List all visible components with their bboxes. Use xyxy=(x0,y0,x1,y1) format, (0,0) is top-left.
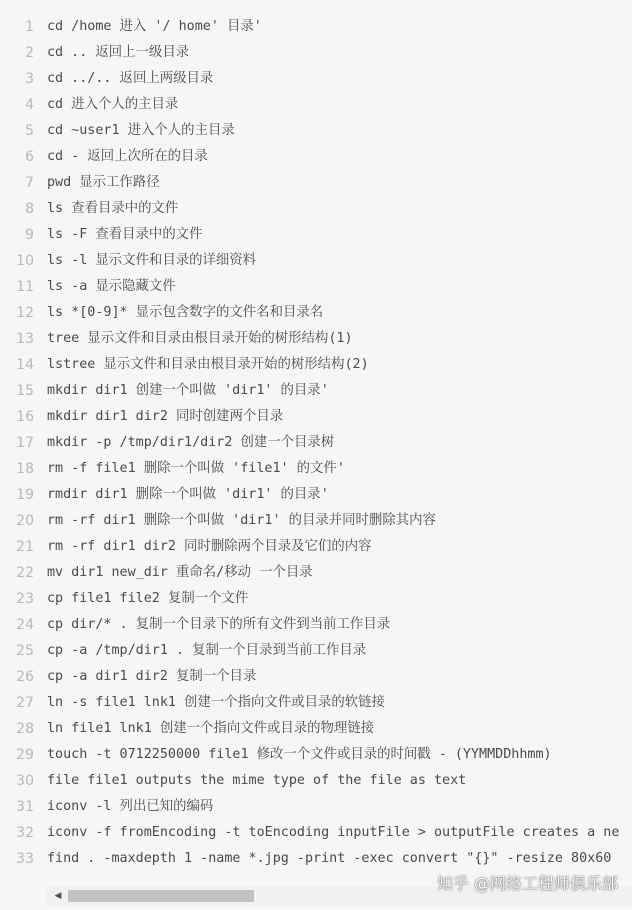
code-line xyxy=(0,794,632,820)
line-number: 2 xyxy=(25,45,34,61)
code-line xyxy=(0,456,632,482)
line-text: mkdir -p /tmp/dir1/dir2 创建一个目录树 xyxy=(47,435,335,450)
line-text: ls 查看目录中的文件 xyxy=(47,201,179,216)
line-number: 10 xyxy=(16,253,34,269)
line-text: mkdir dir1 创建一个叫做 'dir1' 的目录' xyxy=(47,383,329,398)
line-number: 5 xyxy=(25,123,34,139)
line-number: 8 xyxy=(25,201,34,217)
line-text: iconv -f fromEncoding -t toEncoding inputFile > outputFile creates a ne xyxy=(47,825,620,840)
line-number: 26 xyxy=(16,669,34,685)
line-number: 32 xyxy=(16,825,34,841)
code-line xyxy=(0,768,632,794)
line-text: cd .. 返回上一级目录 xyxy=(47,45,190,60)
code-line xyxy=(0,196,632,222)
code-line xyxy=(0,170,632,196)
code-line xyxy=(0,66,632,92)
line-text: ls -a 显示隐藏文件 xyxy=(47,279,176,294)
line-number: 30 xyxy=(16,773,34,789)
line-number: 24 xyxy=(16,617,34,633)
line-text: iconv -l 列出已知的编码 xyxy=(47,799,214,814)
code-line xyxy=(0,820,632,846)
line-number: 20 xyxy=(16,513,34,529)
line-text: rm -rf dir1 dir2 同时删除两个目录及它们的内容 xyxy=(47,539,372,554)
line-number: 19 xyxy=(16,487,34,503)
code-line xyxy=(0,222,632,248)
line-number: 16 xyxy=(16,409,34,425)
code-line xyxy=(0,326,632,352)
code-line xyxy=(0,274,632,300)
line-text: ls -F 查看目录中的文件 xyxy=(47,227,203,242)
line-number: 12 xyxy=(16,305,34,321)
line-number: 31 xyxy=(16,799,34,815)
line-text: ln file1 lnk1 创建一个指向文件或目录的物理链接 xyxy=(47,721,375,736)
code-line xyxy=(0,482,632,508)
line-number: 23 xyxy=(16,591,34,607)
line-text: find . -maxdepth 1 -name *.jpg -print -exec convert "{}" -resize 80x60 xyxy=(47,851,612,866)
code-line xyxy=(0,248,632,274)
code-line xyxy=(0,378,632,404)
line-text: rm -f file1 删除一个叫做 'file1' 的文件' xyxy=(47,461,345,476)
line-number: 14 xyxy=(16,357,34,373)
scroll-left-arrow-icon[interactable]: ◀ xyxy=(54,891,62,901)
line-number: 33 xyxy=(16,851,34,867)
line-number: 6 xyxy=(25,149,34,165)
scrollbar-thumb[interactable] xyxy=(68,890,254,902)
code-line xyxy=(0,430,632,456)
line-text: cd 进入个人的主目录 xyxy=(47,97,179,112)
line-number: 29 xyxy=(16,747,34,763)
line-text: ln -s file1 lnk1 创建一个指向文件或目录的软链接 xyxy=(47,695,385,710)
line-number: 22 xyxy=(16,565,34,581)
line-text: cp -a /tmp/dir1 . 复制一个目录到当前工作目录 xyxy=(47,643,367,658)
line-text: cd /home 进入 '/ home' 目录' xyxy=(47,19,262,34)
line-number: 1 xyxy=(25,19,34,35)
line-text: mkdir dir1 dir2 同时创建两个目录 xyxy=(47,409,284,424)
line-number: 27 xyxy=(16,695,34,711)
line-text: cp dir/* . 复制一个目录下的所有文件到当前工作目录 xyxy=(47,617,391,632)
line-number: 7 xyxy=(25,175,34,191)
line-text: cd - 返回上次所在的目录 xyxy=(47,149,208,164)
code-line xyxy=(0,534,632,560)
code-line xyxy=(0,144,632,170)
code-line xyxy=(0,508,632,534)
line-text: ls -l 显示文件和目录的详细资料 xyxy=(47,253,257,268)
code-line xyxy=(0,586,632,612)
line-number: 25 xyxy=(16,643,34,659)
line-number: 11 xyxy=(16,279,34,295)
line-text: cd ~user1 进入个人的主目录 xyxy=(47,123,235,138)
line-number: 21 xyxy=(16,539,34,555)
code-line xyxy=(0,560,632,586)
code-line xyxy=(0,40,632,66)
line-number: 17 xyxy=(16,435,34,451)
line-text: cp file1 file2 复制一个文件 xyxy=(47,591,249,606)
code-line xyxy=(0,690,632,716)
line-number: 9 xyxy=(25,227,34,243)
code-line xyxy=(0,716,632,742)
line-text: rmdir dir1 删除一个叫做 'dir1' 的目录' xyxy=(47,487,329,502)
line-number: 28 xyxy=(16,721,34,737)
code-line xyxy=(0,612,632,638)
code-line xyxy=(0,742,632,768)
line-text: file file1 outputs the mime type of the file as text xyxy=(47,773,467,788)
line-text: cp -a dir1 dir2 复制一个目录 xyxy=(47,669,257,684)
line-number: 15 xyxy=(16,383,34,399)
watermark: 知乎 @网络工程师俱乐部 xyxy=(436,874,618,893)
code-lines xyxy=(0,14,632,872)
line-text: mv dir1 new_dir 重命名/移动 一个目录 xyxy=(47,565,313,580)
code-line xyxy=(0,14,632,40)
line-number: 4 xyxy=(25,97,34,113)
line-text: ls *[0-9]* 显示包含数字的文件名和目录名 xyxy=(47,305,324,320)
line-text: touch -t 0712250000 file1 修改一个文件或目录的时间戳 - (YYMMDDhhmm) xyxy=(47,747,552,762)
line-text: tree 显示文件和目录由根目录开始的树形结构(1) xyxy=(47,331,353,346)
line-text: pwd 显示工作路径 xyxy=(47,175,160,190)
line-text: lstree 显示文件和目录由根目录开始的树形结构(2) xyxy=(47,357,369,372)
code-line xyxy=(0,404,632,430)
code-line xyxy=(0,664,632,690)
code-line xyxy=(0,638,632,664)
code-line xyxy=(0,300,632,326)
code-line xyxy=(0,92,632,118)
code-line xyxy=(0,352,632,378)
code-line xyxy=(0,118,632,144)
line-number: 18 xyxy=(16,461,34,477)
line-number: 3 xyxy=(25,71,34,87)
line-number: 13 xyxy=(16,331,34,347)
code-line xyxy=(0,846,632,872)
line-text: rm -rf dir1 删除一个叫做 'dir1' 的目录并同时删除其内容 xyxy=(47,513,436,528)
line-text: cd ../.. 返回上两级目录 xyxy=(47,71,214,86)
